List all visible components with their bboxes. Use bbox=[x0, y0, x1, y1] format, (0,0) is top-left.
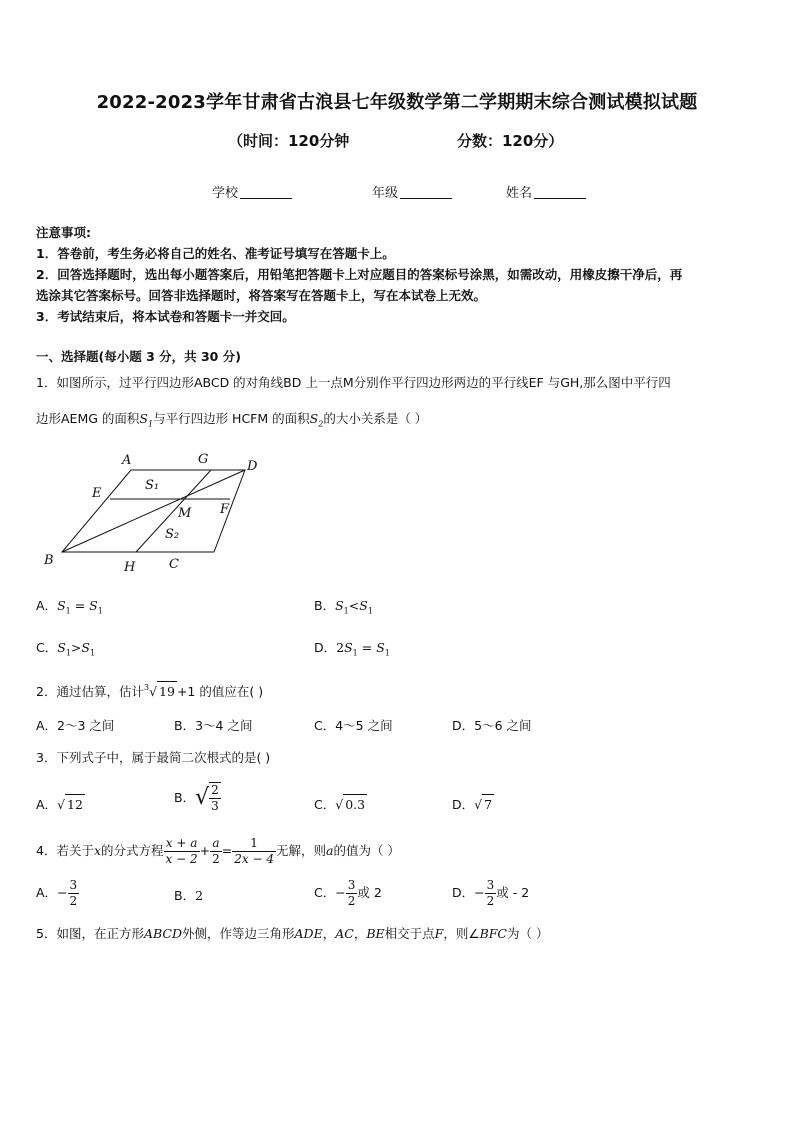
q1-text-b: 与平行四边形 HCFM 的面积 bbox=[153, 411, 310, 426]
q3-stem: 3．下列式子中，属于最简二次根式的是( ) bbox=[36, 750, 271, 765]
label-e: E bbox=[92, 486, 102, 501]
exam-time: （时间：120分钟 bbox=[228, 132, 350, 150]
label-a: A bbox=[122, 453, 132, 468]
q3-option-a[interactable]: A．√ 12 bbox=[36, 794, 85, 815]
q4-option-a[interactable]: A．− $\frac{3}{2}$ bbox=[36, 878, 78, 908]
radical-sign-icon: √ bbox=[195, 785, 210, 810]
q4-option-b[interactable]: B．2 bbox=[174, 888, 204, 903]
name-label: 姓名 bbox=[506, 186, 533, 201]
q2-option-d[interactable]: D．5～6 之间 bbox=[452, 718, 532, 733]
cube-root-index: 3 bbox=[143, 683, 150, 692]
q1-option-a[interactable]: A．$S_1 = S_1$ bbox=[36, 598, 103, 616]
label-m: M bbox=[178, 506, 192, 521]
q3-option-c[interactable]: C．√ 0.3 bbox=[314, 794, 367, 815]
q4-option-c[interactable]: C．− $\frac{3}{2}$ 或 2 bbox=[314, 878, 382, 908]
q2-stem: 2．通过估算，估计$^3$√ 19 +1 的值应在( ) bbox=[36, 678, 263, 702]
school-label: 学校 bbox=[212, 186, 239, 201]
q1-text-c: 的大小关系是（ ） bbox=[323, 411, 428, 426]
label-b: B bbox=[44, 553, 54, 568]
notice-item-3: 3．考试结束后，将本试卷和答题卡一并交回。 bbox=[36, 309, 295, 324]
grade-field bbox=[372, 182, 452, 201]
radical-sign-icon: √ bbox=[474, 797, 483, 812]
exam-score: 分数：120分） bbox=[457, 132, 564, 150]
label-s2: S₂ bbox=[165, 527, 180, 542]
q2-option-c[interactable]: C．4～5 之间 bbox=[314, 718, 393, 733]
q4-option-d[interactable]: D．− $\frac{3}{2}$ 或 - 2 bbox=[452, 878, 530, 908]
notice-heading: 注意事项: bbox=[36, 225, 91, 240]
section-heading: 一、选择题(每小题 3 分，共 30 分) bbox=[36, 349, 241, 364]
name-field bbox=[506, 182, 586, 201]
label-f: F bbox=[220, 502, 230, 517]
parallelogram-figure bbox=[38, 448, 268, 578]
label-c: C bbox=[169, 557, 179, 572]
q3-option-b[interactable]: B．√ $\frac{2}{3}$ bbox=[174, 783, 219, 813]
q1-stem-line2 bbox=[36, 409, 427, 435]
q2-option-b[interactable]: B．3～4 之间 bbox=[174, 718, 253, 733]
q2-option-a[interactable]: A．2～3 之间 bbox=[36, 718, 115, 733]
q1-option-c[interactable]: C．$S_1>S_1$ bbox=[36, 640, 96, 658]
notice-item-1: 1．答卷前，考生务必将自己的姓名、准考证号填写在答题卡上。 bbox=[36, 246, 395, 261]
q2-radicand: 19 bbox=[157, 681, 177, 702]
school-blank[interactable] bbox=[240, 187, 292, 199]
q4-fraction-3: $\frac{1}{2x - 4}$ bbox=[234, 836, 274, 866]
q1-s1: $S_1$ bbox=[139, 411, 154, 429]
radical-sign-icon: √ bbox=[149, 684, 158, 699]
q1-text-a: 边形AEMG 的面积 bbox=[36, 411, 140, 426]
grade-blank[interactable] bbox=[400, 187, 452, 199]
label-g: G bbox=[198, 452, 209, 467]
q5-stem: 5．如图，在正方形ABCD外侧，作等边三角形ADE，AC，BE相交于点F，则∠BFC为（ ） bbox=[36, 926, 549, 941]
label-s1: S₁ bbox=[145, 478, 160, 493]
notice-item-2-cont: 选涂其它答案标号。回答非选择题时，将答案写在答题卡上，写在本试卷上无效。 bbox=[36, 288, 487, 303]
notice-item-2: 2．回答选择题时，选出每小题答案后，用铅笔把答题卡上对应题目的答案标号涂黑，如需改动，用橡皮擦干净后，再 bbox=[36, 267, 683, 282]
q1-option-b[interactable]: B．$S_1<S_1$ bbox=[314, 598, 373, 616]
q4-fraction-1: $\frac{x + a}{x - 2}$ bbox=[165, 836, 198, 866]
radical-sign-icon: √ bbox=[335, 797, 344, 812]
q1-stem-line1: 1．如图所示，过平行四边形ABCD 的对角线BD 上一点M分别作平行四边形两边的平行线EF 与GH,那么图中平行四 bbox=[36, 375, 671, 390]
radical-sign-icon: √ bbox=[57, 797, 66, 812]
q1-option-d[interactable]: D．$2S_1 = S_1$ bbox=[314, 640, 390, 658]
q1-s2: $S_2$ bbox=[309, 411, 324, 429]
name-blank[interactable] bbox=[534, 187, 586, 199]
label-h: H bbox=[124, 560, 136, 575]
exam-title: 2022-2023学年甘肃省古浪县七年级数学第二学期期末综合测试模拟试题 bbox=[96, 92, 698, 113]
q3-option-d[interactable]: D．√ 7 bbox=[452, 794, 494, 815]
label-d: D bbox=[247, 459, 258, 474]
grade-label: 年级 bbox=[372, 186, 399, 201]
school-field bbox=[212, 182, 292, 201]
q4-fraction-2: $\frac{a}{2}$ bbox=[212, 836, 220, 866]
q4-stem: 4．若关于x的分式方程 $\frac{x + a}{x - 2}$ + $\frac{a}{2}$ = $\frac{1}{2x - 4}$ 无解，则a的值为（ ） bbox=[36, 836, 400, 866]
